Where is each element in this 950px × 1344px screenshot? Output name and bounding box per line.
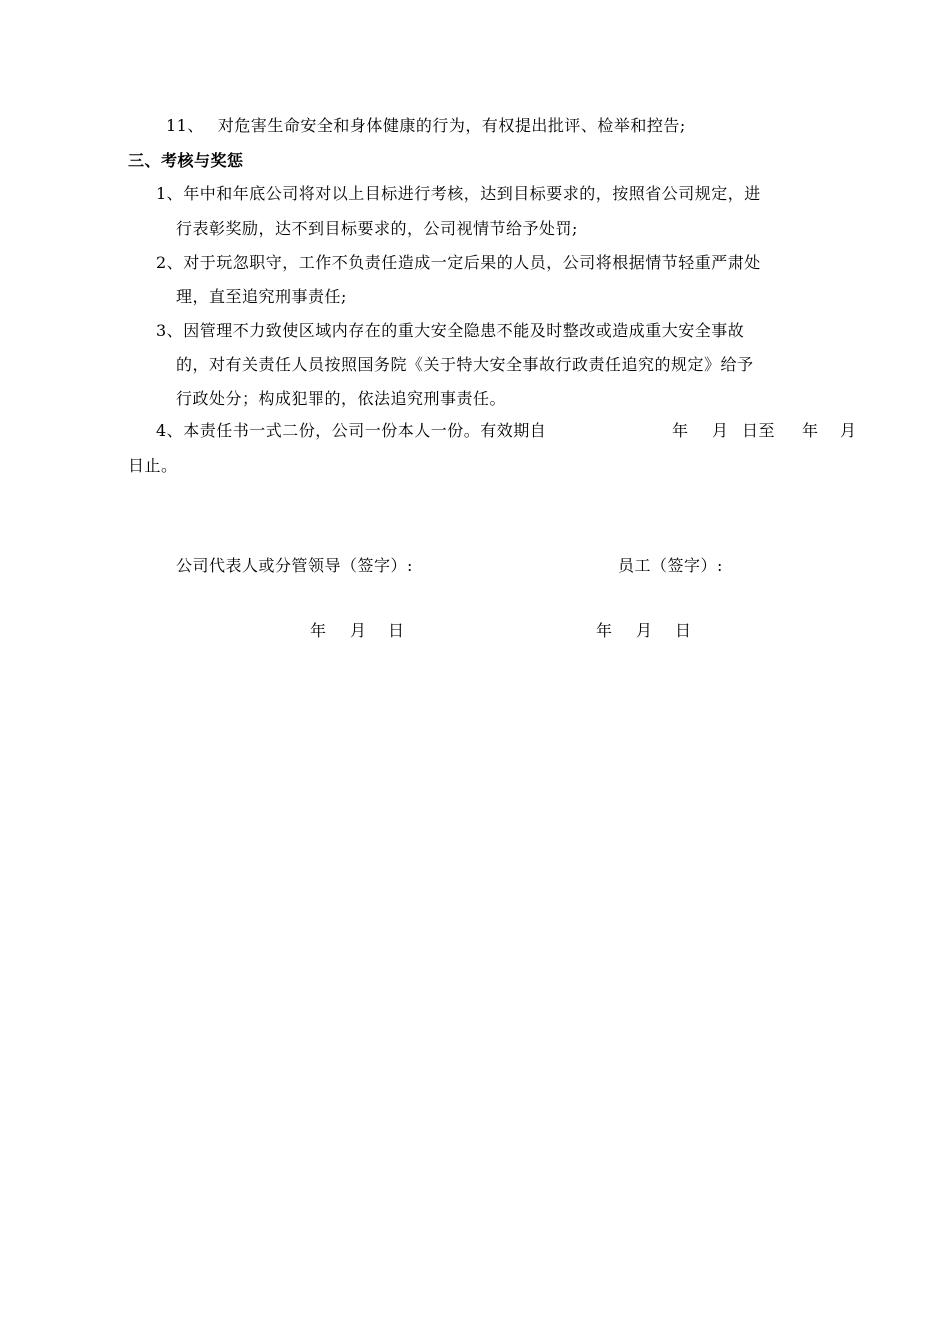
item-2-number: 2、	[156, 253, 184, 272]
item-3-text-line-1: 因管理不力致使区域内存在的重大安全隐患不能及时整改或造成重大安全事故	[183, 321, 745, 340]
item-3-line-3: 行政处分；构成犯罪的，依法追究刑事责任。	[176, 389, 507, 408]
item-11-number: 11、	[166, 116, 204, 135]
item-4-text: 本责任书一式二份，公司一份本人一份。有效期自	[183, 421, 547, 440]
item-3-line-2: 的，对有关责任人员按照国务院《关于特大安全事故行政责任追究的规定》给予	[176, 355, 754, 374]
item-4-date-to-year: 年	[802, 421, 819, 440]
employee-signature-label: 员工（签字）:	[618, 556, 723, 575]
employee-date-month: 月	[636, 621, 653, 640]
employee-date-day: 日	[675, 621, 692, 640]
item-11	[166, 116, 686, 136]
section-3-heading: 三、考核与奖惩	[128, 151, 244, 170]
employee-date-year: 年	[596, 621, 613, 640]
company-signature-label: 公司代表人或分管领导（签字）:	[176, 556, 413, 575]
item-2-line-2: 理，直至追究刑事责任;	[176, 287, 347, 306]
item-4-date-from-day-to: 日至	[742, 421, 776, 440]
item-1-line-2: 行表彰奖励，达不到目标要求的，公司视情节给予处罚;	[176, 219, 578, 238]
item-11-text: 对危害生命安全和身体健康的行为，有权提出批评、检举和控告;	[217, 116, 686, 135]
item-3-number: 3、	[156, 321, 184, 340]
company-date-month: 月	[350, 621, 367, 640]
item-4-date-from-year: 年	[672, 421, 689, 440]
item-4-line-1	[156, 421, 546, 441]
item-1-number: 1、	[156, 184, 184, 203]
item-1-text-line-1: 年中和年底公司将对以上目标进行考核，达到目标要求的，按照省公司规定，进	[183, 184, 761, 203]
item-4-date-from-month: 月	[712, 421, 729, 440]
item-2-text-line-1: 对于玩忽职守，工作不负责任造成一定后果的人员，公司将根据情节轻重严肃处	[183, 253, 761, 272]
company-date-day: 日	[388, 621, 405, 640]
item-3-line-1	[156, 321, 744, 341]
item-4-date-to-month: 月	[840, 421, 857, 440]
item-1-line-1	[156, 184, 761, 204]
company-date-year: 年	[310, 621, 327, 640]
item-2-line-1	[156, 253, 761, 273]
item-4-number: 4、	[156, 421, 184, 440]
item-4-line-2: 日止。	[128, 456, 178, 475]
